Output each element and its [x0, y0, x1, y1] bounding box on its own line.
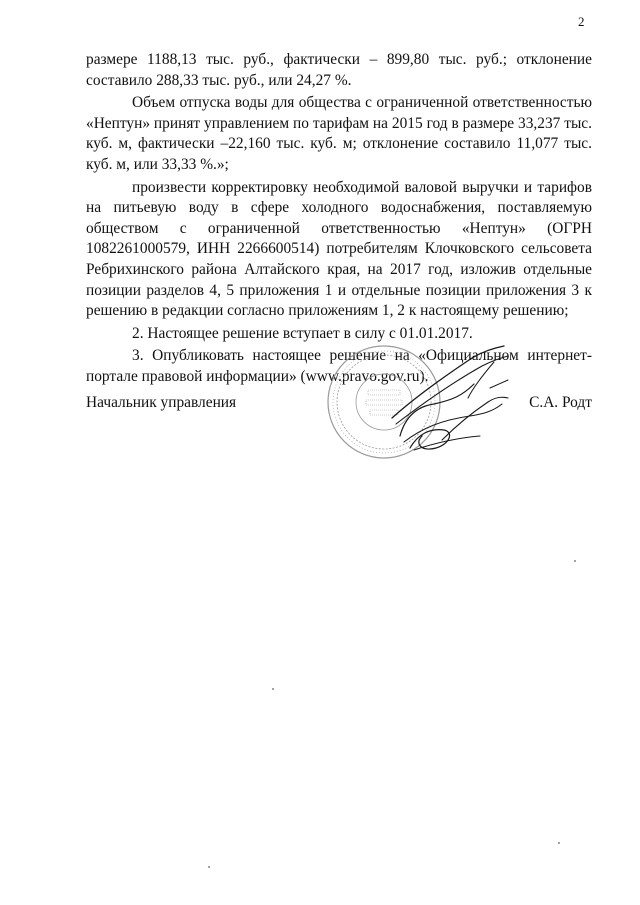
paragraph-1: размере 1188,13 тыс. руб., фактически – 899,80 тыс. руб.; отклонение составило 288,33 тыс. руб., или 24,27 %.	[86, 51, 592, 89]
scan-speck	[272, 688, 274, 690]
page-number: 2	[578, 14, 585, 29]
scan-speck	[558, 842, 560, 844]
signer-name: С.А. Родт	[529, 394, 592, 411]
round-stamp	[328, 346, 440, 458]
paragraph-2: Объем отпуска воды для общества с ограниченной ответственностью «Нептун» принят управлением по тарифам на 2015 год в размере 33,237 тыс. куб. м, фактически –22,160 тыс. куб. м; отклонение составило 11,077 тыс. куб. м, или 33,33 %.»;	[86, 94, 592, 173]
official-seal-with-signature	[322, 340, 532, 470]
paragraph-3: произвести корректировку необходимой валовой выручки и тарифов на питьевую воду в сфере холодного водоснабжения, поставляемую обществом с ограниченной ответственностью «Нептун» (ОГРН 1082261000579, ИНН 2266600514) потребителям Клочковского сельсовета Ребрихинского района Алтайского края, на 2017 год, изложив отдельные позиции разделов 4, 5 приложения 1 и отдельные позиции приложения 3 к решению в редакции согласно приложениям 1, 2 к настоящему решению;	[86, 178, 592, 320]
document-body	[86, 50, 592, 388]
paragraph-4: 2. Настоящее решение вступает в силу с 01.01.2017.	[132, 324, 473, 342]
handwritten-signature	[392, 346, 508, 450]
scan-speck	[574, 560, 576, 562]
scan-speck	[208, 866, 210, 868]
signer-title: Начальник управления	[86, 394, 237, 411]
paragraph-5: 3. Опубликовать настоящее решение на «Официальном интернет-портале правовой информации» (www.pravo.gov.ru).	[86, 347, 592, 385]
